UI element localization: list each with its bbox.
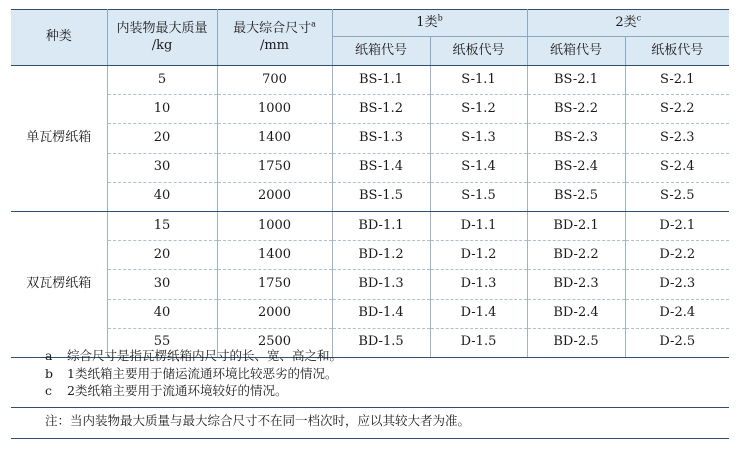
cell-max-dimension: 2000: [217, 182, 332, 211]
footnote: 注：当内装物最大质量与最大综合尺寸不在同一档次时，应以其较大者为准。: [45, 413, 471, 428]
note-key: b: [45, 365, 54, 381]
header-class1-board-code: 纸板代号: [430, 37, 527, 66]
note-a: [11, 347, 729, 365]
cell-class1-board-code: D-1.1: [430, 211, 527, 240]
divider: [11, 407, 729, 408]
cell-class1-board-code: S-1.3: [430, 124, 527, 153]
table-row: [11, 95, 729, 124]
table-notes: [11, 347, 729, 400]
cell-max-mass: 30: [107, 153, 217, 182]
cell-class2-box-code: BS-2.2: [527, 95, 625, 124]
cell-max-mass: 40: [107, 299, 217, 328]
cell-class2-board-code: D-2.3: [625, 270, 729, 299]
cell-class2-box-code: BD-2.1: [527, 211, 625, 240]
cell-class1-box-code: BS-1.2: [332, 95, 430, 124]
note-key: c: [45, 383, 53, 398]
cell-max-dimension: 700: [217, 66, 332, 95]
cell-max-dimension: 1000: [217, 95, 332, 124]
table-row: [11, 124, 729, 153]
cell-max-dimension: 1750: [217, 153, 332, 182]
cell-class1-board-code: D-1.3: [430, 270, 527, 299]
cell-max-dimension: 1750: [217, 270, 332, 299]
cell-class2-box-code: BS-2.3: [527, 124, 625, 153]
header-type: 种类: [11, 10, 107, 66]
cell-class2-board-code: S-2.3: [625, 124, 729, 153]
cell-class2-box-code: BS-2.5: [527, 182, 625, 211]
cell-class1-board-code: S-1.1: [430, 66, 527, 95]
table-row: [11, 241, 729, 270]
cell-class2-board-code: S-2.2: [625, 95, 729, 124]
cell-class1-board-code: S-1.4: [430, 153, 527, 182]
divider: [11, 438, 729, 439]
cell-class1-box-code: BD-1.2: [332, 241, 430, 270]
header-class2-box-code: 纸箱代号: [527, 37, 625, 66]
table-row: [11, 182, 729, 211]
cell-max-dimension: 1400: [217, 241, 332, 270]
cell-class1-board-code: D-1.4: [430, 299, 527, 328]
cell-class1-box-code: BS-1.5: [332, 182, 430, 211]
note-text: 综合尺寸是指瓦楞纸箱内尺寸的长、宽、高之和。: [67, 348, 343, 363]
cell-class2-box-code: BS-2.1: [527, 66, 625, 95]
cell-class1-board-code: D-1.5: [430, 328, 527, 357]
cell-max-dimension: 2500: [217, 328, 332, 357]
cell-class1-box-code: BS-1.4: [332, 153, 430, 182]
cell-class2-board-code: S-2.5: [625, 182, 729, 211]
cell-max-mass: 5: [107, 66, 217, 95]
cell-max-mass: 40: [107, 182, 217, 211]
cell-max-mass: 55: [107, 328, 217, 357]
header-max-mass: 内装物最大质量 /kg: [107, 10, 217, 66]
table-header: [11, 10, 729, 66]
note-text: 1类纸箱主要用于储运流通环境比较恶劣的情况。: [67, 365, 338, 381]
cell-max-dimension: 1400: [217, 124, 332, 153]
cell-class1-box-code: BS-1.1: [332, 66, 430, 95]
cell-class2-board-code: S-2.4: [625, 153, 729, 182]
table-row: [11, 153, 729, 182]
header-class-2: 2类$^c$: [527, 10, 729, 37]
header-max-dimension: 最大综合尺寸$^a$ /mm: [217, 10, 332, 66]
cell-max-mass: 30: [107, 270, 217, 299]
cell-max-mass: 15: [107, 211, 217, 240]
cell-class1-box-code: BD-1.5: [332, 328, 430, 357]
cell-class2-box-code: BD-2.2: [527, 241, 625, 270]
cell-class1-box-code: BD-1.4: [332, 299, 430, 328]
cell-class2-board-code: S-2.1: [625, 66, 729, 95]
cell-class1-board-code: D-1.2: [430, 241, 527, 270]
note-key: a: [45, 348, 53, 363]
cell-class2-box-code: BS-2.4: [527, 153, 625, 182]
cell-class1-box-code: BS-1.3: [332, 124, 430, 153]
note-c: [11, 382, 729, 400]
cell-class1-board-code: S-1.2: [430, 95, 527, 124]
cell-class1-box-code: BD-1.3: [332, 270, 430, 299]
cell-class2-box-code: BD-2.4: [527, 299, 625, 328]
cell-class2-board-code: D-2.4: [625, 299, 729, 328]
group-label-single-wall: 单瓦楞纸箱: [11, 66, 107, 212]
cell-class2-board-code: D-2.1: [625, 211, 729, 240]
table-row: [11, 299, 729, 328]
group-label-double-wall: 双瓦楞纸箱: [11, 211, 107, 357]
header-class-1: 1类$^b$: [332, 10, 527, 37]
carton-classification-table: [11, 9, 729, 358]
cell-class2-box-code: BD-2.3: [527, 270, 625, 299]
note-text: 2类纸箱主要用于流通环境较好的情况。: [67, 383, 288, 398]
note-b: [11, 365, 729, 383]
cell-max-dimension: 1000: [217, 211, 332, 240]
cell-class2-board-code: D-2.2: [625, 241, 729, 270]
cell-class1-board-code: S-1.5: [430, 182, 527, 211]
table-row: [11, 211, 729, 240]
cell-class2-board-code: D-2.5: [625, 328, 729, 357]
cell-max-mass: 20: [107, 124, 217, 153]
header-class2-board-code: 纸板代号: [625, 37, 729, 66]
header-class1-box-code: 纸箱代号: [332, 37, 430, 66]
cell-max-dimension: 2000: [217, 299, 332, 328]
cell-max-mass: 10: [107, 95, 217, 124]
table-row: [11, 270, 729, 299]
cell-max-mass: 20: [107, 241, 217, 270]
cell-class1-box-code: BD-1.1: [332, 211, 430, 240]
table-row: [11, 66, 729, 95]
table-body: [11, 66, 729, 358]
cell-class2-box-code: BD-2.5: [527, 328, 625, 357]
